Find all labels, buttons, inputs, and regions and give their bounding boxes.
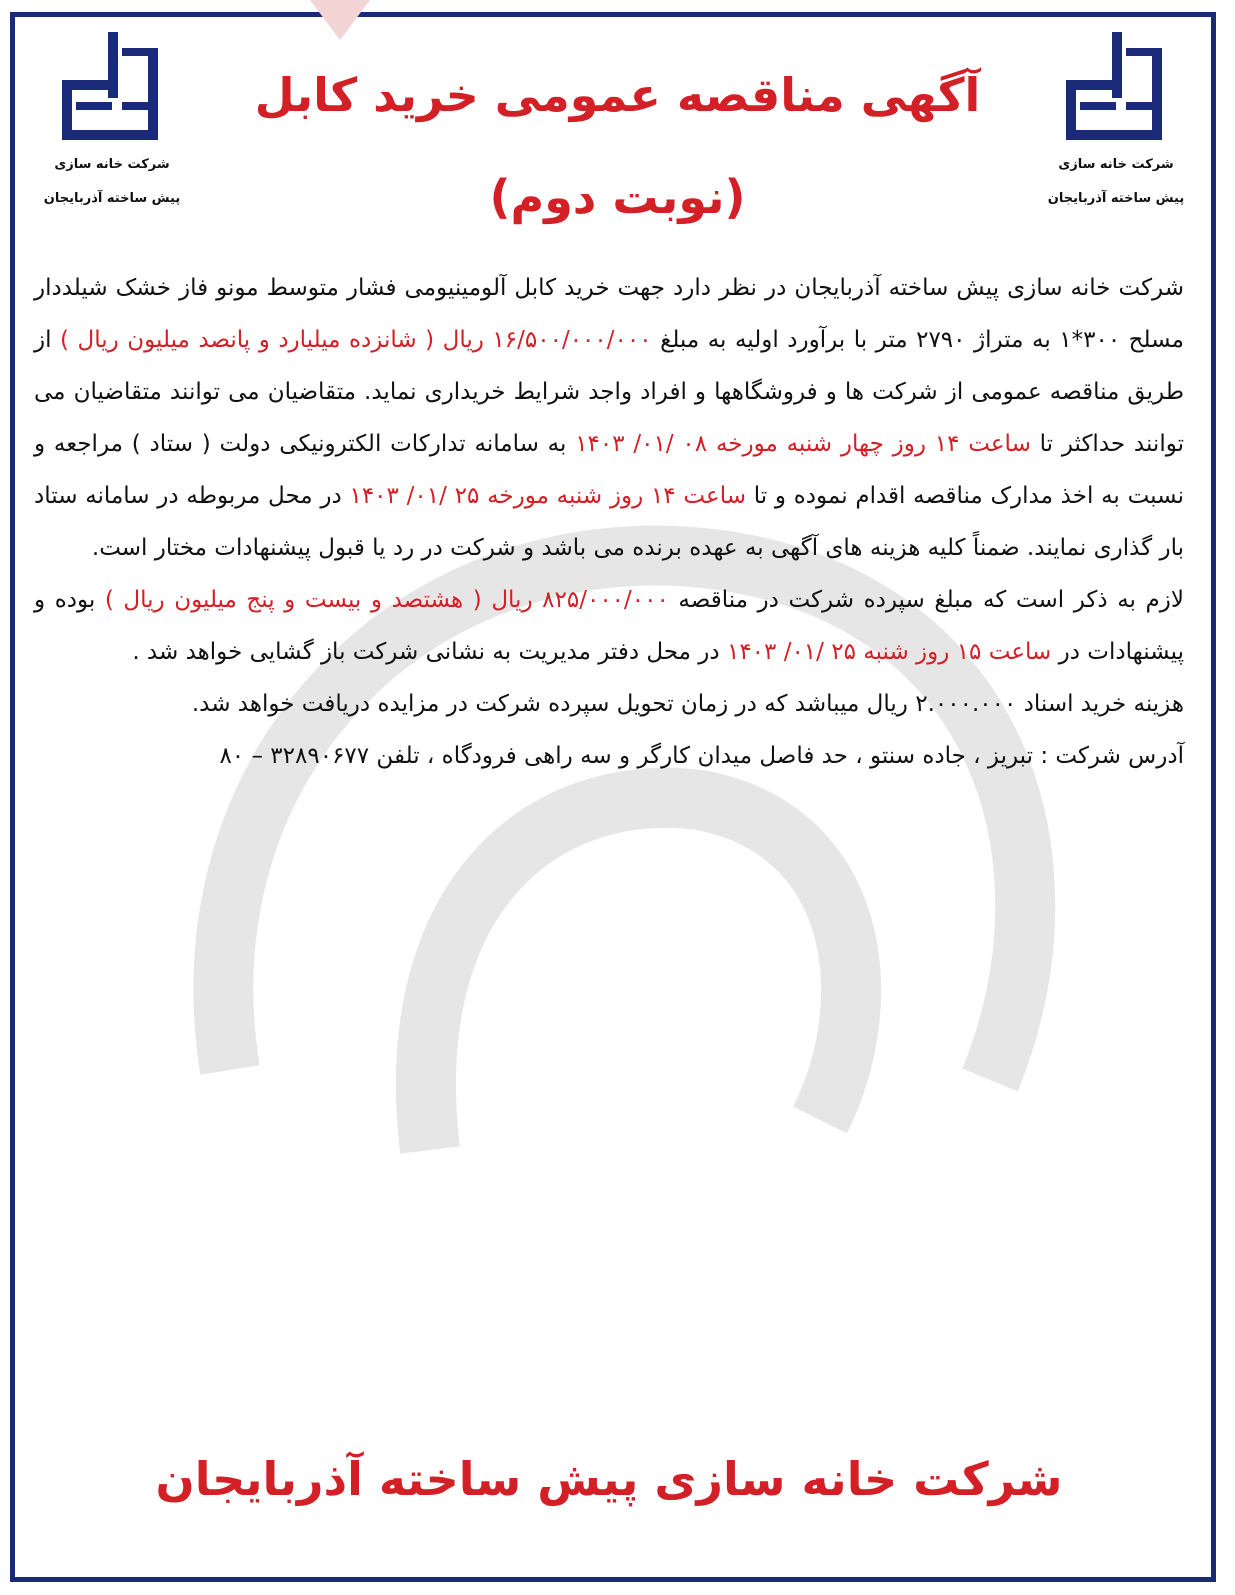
footer-company-name: شرکت خانه سازی پیش ساخته آذربایجان xyxy=(155,1452,1063,1506)
paragraph-main xyxy=(34,262,1184,574)
page-subtitle: (نوبت دوم) xyxy=(489,170,746,224)
company-logo-icon xyxy=(1056,28,1176,148)
paragraph-text: شرکت خانه سازی پیش ساخته آذربایجان در نظر دارد جهت خرید کابل آلومینیومی فشار متوسط مونو فاز خشک شیلددار مسلح ۳۰۰*۱ به متراژ ۲۷۹۰ متر با برآورد اولیه به مبلغ xyxy=(34,275,1184,353)
paragraph-text: بوده و پیشنهادات در xyxy=(34,587,1184,665)
paragraph-text: در محل دفتر مدیریت به نشانی شرکت باز گشایی خواهد شد . xyxy=(132,639,727,665)
document-frame xyxy=(10,12,1216,1582)
logo-caption-line1: شرکت خانه سازی xyxy=(1058,157,1174,172)
logo-caption-line1: شرکت خانه سازی xyxy=(54,157,170,172)
logo-caption-line2: پیش ساخته آذربایجان xyxy=(1047,191,1185,206)
logo-right xyxy=(1036,28,1196,216)
paragraph-deposit xyxy=(34,574,1184,678)
estimated-amount: ۱۶/۵۰۰/۰۰۰/۰۰۰ ریال ( شانزده میلیارد و پانصد میلیون ریال ) xyxy=(60,327,652,353)
paragraph-fee: هزینه خرید اسناد ۲.۰۰۰.۰۰۰ ریال میباشد که در زمان تحویل سپرده شرکت در مزایده دریافت خواهد شد. xyxy=(191,691,1184,717)
deposit-amount: ۸۲۵/۰۰۰/۰۰۰ ریال ( هشتصد و بیست و پنج میلیون ریال ) xyxy=(104,587,669,613)
logo-caption-line2: پیش ساخته آذربایجان xyxy=(43,191,181,206)
announcement-body xyxy=(34,262,1184,782)
page-title: آگهی مناقصه عمومی خرید کابل xyxy=(254,68,981,122)
document-deadline: ساعت ۱۴ روز چهار شنبه مورخه ۰۸ /۰۱/ ۱۴۰۳ xyxy=(575,431,1031,457)
paragraph-text: به سامانه تدارکات الکترونیکی دولت ( ستاد ) مراجعه و نسبت به اخذ مدارک مناقصه اقدام نموده و تا xyxy=(34,431,1185,509)
company-logo-icon xyxy=(52,28,172,148)
paragraph-address: آدرس شرکت : تبریز ، جاده سنتو ، حد فاصل میدان کارگر و سه راهی فرودگاه ، تلفن ۳۲۸۹۰۶۷۷ – ۸۰ xyxy=(219,743,1184,769)
paragraph-text: لازم به ذکر است که مبلغ سپرده شرکت در مناقصه xyxy=(668,587,1184,613)
opening-time: ساعت ۱۵ روز شنبه ۲۵ /۰۱/ ۱۴۰۳ xyxy=(726,639,1052,665)
paragraph-text: در محل مربوطه در سامانه ستاد بار گذاری نمایند. ضمناً کلیه هزینه های آگهی به عهده برنده می باشد و شرکت در رد یا قبول پیشنهادات مختار است. xyxy=(34,483,1184,561)
paragraph-text: از طریق مناقصه عمومی از شرکت ها و فروشگاهها و افراد واجد شرایط خریداری نماید. متقاضیان می توانند متقاضیان می توانند حداکثر تا xyxy=(34,327,1184,457)
submission-deadline: ساعت ۱۴ روز شنبه مورخه ۲۵ /۰۱/ ۱۴۰۳ xyxy=(349,483,746,509)
logo-left xyxy=(32,28,192,216)
